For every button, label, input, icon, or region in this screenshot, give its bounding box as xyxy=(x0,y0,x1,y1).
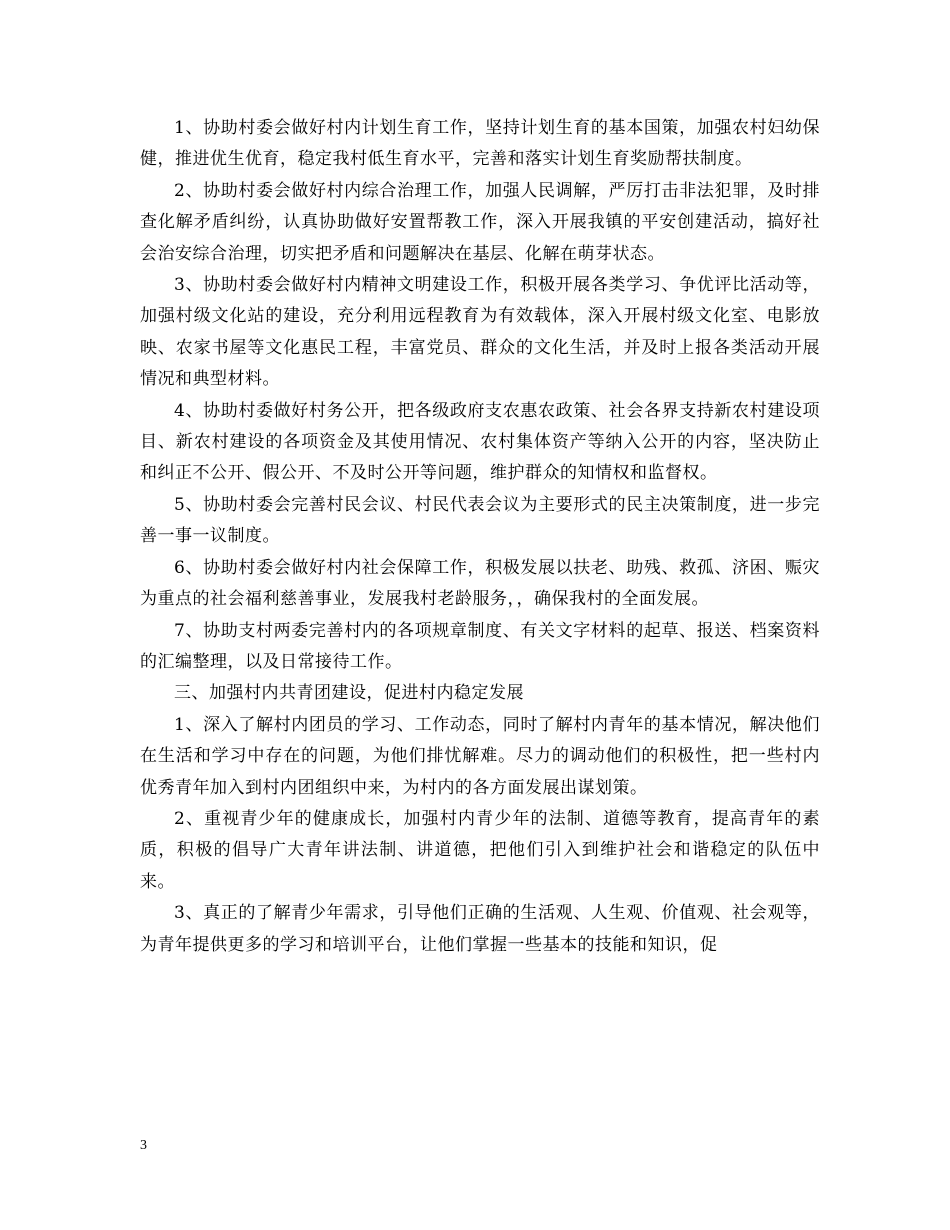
section-heading-youth-league: 三、加强村内共青团建设，促进村内稳定发展 xyxy=(174,683,524,704)
paragraph-democratic-decision: 5、协助村委会完善村民会议、村民代表会议为主要形式的民主决策制度，进一步完善一事一议制度。 xyxy=(140,494,820,547)
page-number: 3 xyxy=(140,1138,147,1153)
paragraph-rules-and-documents: 7、协助支村两委完善村内的各项规章制度、有关文字材料的起草、报送、档案资料的汇编整理，以及日常接待工作。 xyxy=(140,620,820,672)
document-body xyxy=(140,113,820,961)
paragraph-spiritual-civilization: 3、协助村委会做好村内精神文明建设工作，积极开展各类学习、争优评比活动等，加强村级文化站的建设，充分利用远程教育为有效载体，深入开展村级文化室、电影放映、农家书屋等文化惠民工程，丰富党员、群众的文化生活，并及时上报各类活动开展情况和典型材料。 xyxy=(140,275,820,390)
paragraph-youth-needs: 3、真正的了解青少年需求，引导他们正确的生活观、人生观、价值观、社会观等，为青年提供更多的学习和培训平台，让他们掌握一些基本的技能和知识，促 xyxy=(140,903,820,955)
paragraph-village-affairs-disclosure: 4、协助村委做好村务公开，把各级政府支农惠农政策、社会各界支持新农村建设项目、新农村建设的各项资金及其使用情况、农村集体资产等纳入公开的内容，坚决防止和纠正不公开、假公开、不及时公开等问题，维护群众的知情权和监督权。 xyxy=(140,400,820,484)
paragraph-family-planning: 1、协助村委会做好村内计划生育工作，坚持计划生育的基本国策，加强农村妇幼保健，推进优生优育，稳定我村低生育水平，完善和落实计划生育奖励帮扶制度。 xyxy=(140,118,820,170)
paragraph-social-security: 6、协助村委会做好村内社会保障工作，积极发展以扶老、助残、救孤、济困、赈灾为重点的社会福利慈善事业，发展我村老龄服务，，确保我村的全面发展。 xyxy=(140,557,820,610)
paragraph-understand-members: 1、深入了解村内团员的学习、工作动态，同时了解村内青年的基本情况，解决他们在生活和学习中存在的问题，为他们排忧解难。尽力的调动他们的积极性，把一些村内优秀青年加入到村内团组织中来，为村内的各方面发展出谋划策。 xyxy=(140,714,820,798)
paragraph-comprehensive-governance: 2、协助村委会做好村内综合治理工作，加强人民调解，严厉打击非法犯罪，及时排查化解矛盾纠纷，认真协助做好安置帮教工作，深入开展我镇的平安创建活动，搞好社会治安综合治理，切实把矛盾和问题解决在基层、化解在萌芽状态。 xyxy=(140,180,820,264)
paragraph-youth-growth: 2、重视青少年的健康成长，加强村内青少年的法制、道德等教育，提高青年的素质，积极的倡导广大青年讲法制、讲道德，把他们引入到维护社会和谐稳定的队伍中来。 xyxy=(140,808,820,892)
